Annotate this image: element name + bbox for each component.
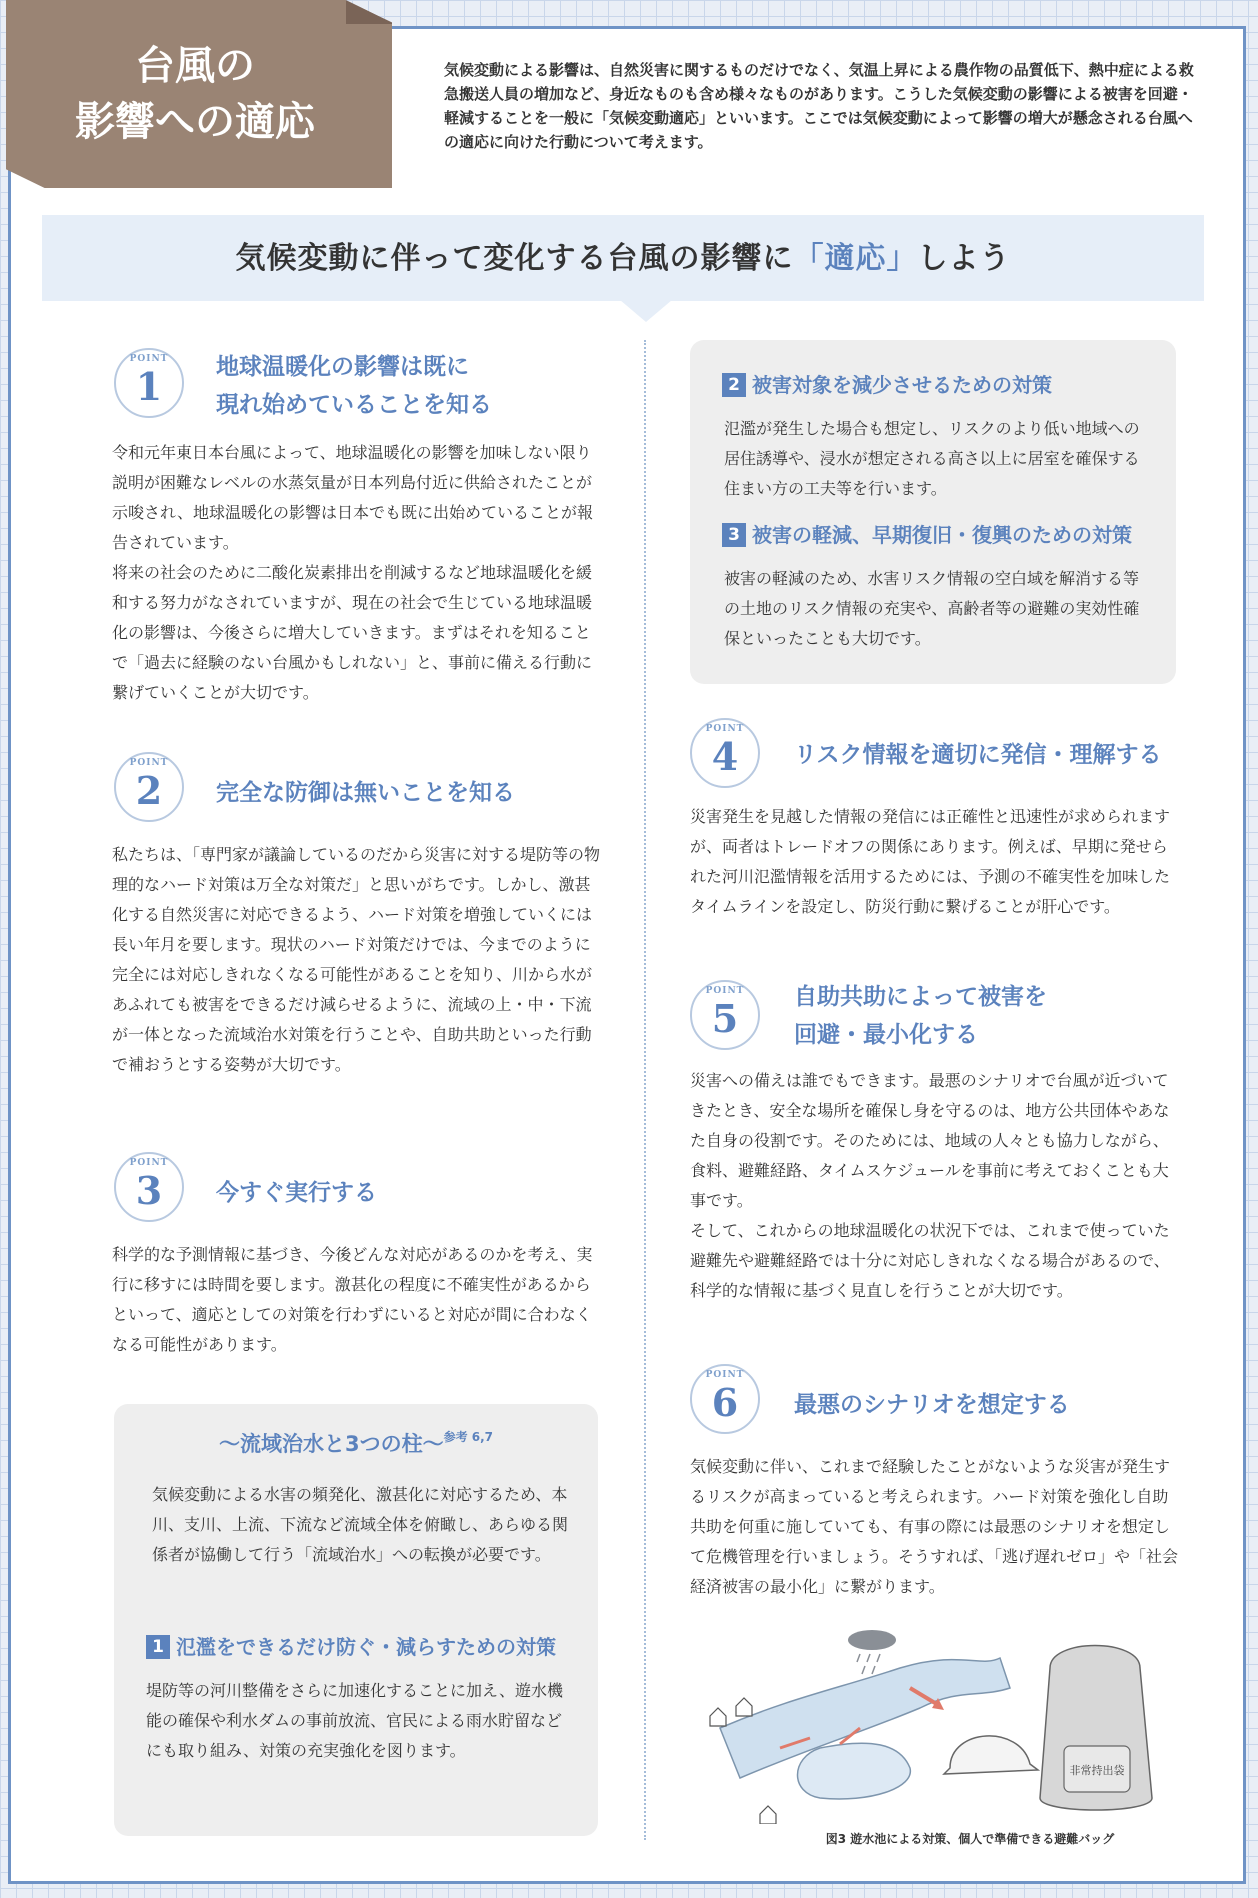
point-5-badge xyxy=(690,980,760,1050)
page-title-line2: 影響への適応 xyxy=(75,99,315,145)
point-6-number: 6 xyxy=(711,1380,739,1425)
pillar-3-title xyxy=(722,520,1132,550)
point-5-body-para1: 災害への備えは誰でもできます。最悪のシナリオで台風が近づいてきたとき、安全な場所を確保し身を守るのは、地方公共団体やあなた自身の役割です。そのためには、地域の人々とも協力しながら、食料、避難経路、タイムスケジュールを事前に考えておくことも大事です。 xyxy=(690,1071,1170,1210)
point-1-title-line1: 地球温暖化の影響は既に xyxy=(216,354,469,380)
pillar-2-title-text: 被害対象を減少させるための対策 xyxy=(752,373,1052,397)
pillar-3-number: 3 xyxy=(722,523,746,547)
point-6-badge xyxy=(690,1364,760,1434)
pillar-3-title-text: 被害の軽減、早期復旧・復興のための対策 xyxy=(752,523,1132,547)
point-badge-label: POINT xyxy=(705,1370,745,1380)
point-2-number: 2 xyxy=(135,768,163,813)
intro-text: 気候変動による影響は、自然災害に関するものだけでなく、気温上昇による農作物の品質低下、熱中症による救急搬送人員の増加など、身近なものも含め様々なものがあります。こうした気候変動の影響による被害を回避・軽減することを一般に「気候変動適応」といいます。ここでは気候変動によって影響の増大が懸念される台風への適応に向けた行動について考えます。 xyxy=(444,61,1194,151)
figure-caption: 図3 遊水池による対策、個人で準備できる避難バッグ xyxy=(825,1832,1115,1846)
point-1-body-para2: 将来の社会のために二酸化炭素排出を削減するなど地球温暖化を緩和する努力がなされていますが、現在の社会で生じている地球温暖化の影響は、今後さらに増大していきます。まずはそれを知ることで「過去に経験のない台風かもしれない」と、事前に備える行動に繋げていくことが大切です。 xyxy=(112,563,593,702)
point-4-number: 4 xyxy=(711,734,739,779)
point-6-body: 気候変動に伴い、これまで経験したことがないような災害が発生するリスクが高まっていると考えられます。ハード対策を強化し自助共助を何重に施していても、有事の際には最悪のシナリオを想定して危機管理を行いましょう。そうすれば、「逃げ遅れゼロ」や「社会経済被害の最小化」に繋がります。 xyxy=(690,1457,1179,1596)
point-3-body: 科学的な予測情報に基づき、今後どんな対応があるのかを考え、実行に移すには時間を要します。激甚化の程度に不確実性があるからといって、適応としての対策を行わずにいると対応が間に合わなくなる可能性があります。 xyxy=(112,1245,593,1354)
bag-label: 非常持出袋 xyxy=(1069,1764,1125,1777)
ryuiki-box-ref: 参考 6,7 xyxy=(443,1430,494,1444)
pillar-2-body: 氾濫が発生した場合も想定し、リスクのより低い地域への居住誘導や、浸水が想定される高さ以上に居室を確保する住まい方の工夫等を行います。 xyxy=(724,419,1140,498)
pillar-2-number: 2 xyxy=(722,373,746,397)
point-5-title-line2: 回避・最小化する xyxy=(794,1022,978,1048)
point-4-badge xyxy=(690,718,760,788)
page-title-line1: 台風の xyxy=(135,43,255,89)
pillar-1-number: 1 xyxy=(146,1635,170,1659)
banner-text-before: 気候変動に伴って変化する台風の影響に xyxy=(235,241,794,276)
helmet-icon xyxy=(944,1736,1038,1774)
point-3-badge xyxy=(114,1152,184,1222)
figure-illustration xyxy=(700,1628,1220,1824)
point-5-title xyxy=(794,978,1047,1054)
point-1-title xyxy=(216,348,492,424)
point-2-body: 私たちは、「専門家が議論しているのだから災害に対する堤防等の物理的なハード対策は万全な対策だ」と思いがちです。しかし、激甚化する自然災害に対応できるよう、ハード対策を増強していくには長い年月を要します。現状のハード対策だけでは、今までのように完全には対応しきれなくなる可能性があることを知り、川から水があふれても被害をできるだけ減らせるように、流域の上・中・下流が一体となった流域治水対策を行うことや、自助共助といった行動で補おうとする姿勢が大切です。 xyxy=(112,845,601,1074)
point-1-body xyxy=(112,438,602,708)
point-3-number: 3 xyxy=(135,1168,163,1213)
point-5-body-para2: そして、これからの地球温暖化の状況下では、これまで使っていた避難先や避難経路では十分に対応しきれなくなる場合があるので、科学的な情報に基づく見直しを行うことが大切です。 xyxy=(690,1221,1170,1300)
pillar-1-title-text: 氾濫をできるだけ防ぐ・減らすための対策 xyxy=(176,1635,556,1659)
point-4-title: リスク情報を適切に発信・理解する xyxy=(794,742,1162,768)
section-banner xyxy=(42,215,1204,301)
pillar-1-title xyxy=(146,1632,556,1662)
banner-heading xyxy=(42,233,1204,277)
point-1-title-line2: 現れ始めていることを知る xyxy=(216,392,492,418)
point-6-title: 最悪のシナリオを想定する xyxy=(794,1392,1070,1418)
point-badge-label: POINT xyxy=(705,724,745,734)
title-tab-fold xyxy=(346,0,392,24)
point-badge-label: POINT xyxy=(705,986,745,996)
rain-cloud-icon xyxy=(848,1630,896,1650)
point-1-number: 1 xyxy=(135,364,163,409)
point-1-badge xyxy=(114,348,184,418)
ryuiki-box xyxy=(114,1404,598,1836)
ryuiki-box-continued xyxy=(690,340,1176,684)
point-1-body-para1: 令和元年東日本台風によって、地球温暖化の影響を加味しない限り説明が困難なレベルの水蒸気量が日本列島付近に供給されたことが示唆され、地球温暖化の影響は日本でも既に出始めていることが報告されています。 xyxy=(112,443,593,552)
point-5-number: 5 xyxy=(711,996,739,1041)
pillar-2-title xyxy=(722,370,1052,400)
retention-basin xyxy=(798,1743,911,1799)
rain-icon xyxy=(857,1654,880,1674)
point-badge-label: POINT xyxy=(129,354,169,364)
point-2-title: 完全な防御は無いことを知る xyxy=(216,780,515,806)
point-4-body: 災害発生を見越した情報の発信には正確性と迅速性が求められますが、両者はトレードオフの関係にあります。例えば、早期に発せられた河川氾濫情報を活用するためには、予測の不確実性を加味したタイムラインを設定し、防災行動に繋げることが肝心です。 xyxy=(690,807,1171,916)
page-title xyxy=(30,38,360,150)
banner-notch xyxy=(620,300,672,322)
point-badge-label: POINT xyxy=(129,758,169,768)
ryuiki-box-title-text: ～流域治水と3つの柱～ xyxy=(218,1432,444,1456)
column-divider xyxy=(644,340,646,1840)
point-5-body xyxy=(690,1066,1180,1306)
banner-text-after: しよう xyxy=(917,241,1011,276)
ryuiki-box-intro: 気候変動による水害の頻発化、激甚化に対応するため、本川、支川、上流、下流など流域全体を俯瞰し、あらゆる関係者が協働して行う「流域治水」への転換が必要です。 xyxy=(152,1485,569,1564)
point-2-badge xyxy=(114,752,184,822)
point-3-title: 今すぐ実行する xyxy=(216,1180,377,1206)
ryuiki-box-title xyxy=(114,1428,598,1458)
point-badge-label: POINT xyxy=(129,1158,169,1168)
pillar-3-body: 被害の軽減のため、水害リスク情報の空白域を解消する等の土地のリスク情報の充実や、高齢者等の避難の実効性確保といったことも大切です。 xyxy=(724,569,1140,648)
banner-highlight: 「適応」 xyxy=(793,241,918,276)
pillar-1-body: 堤防等の河川整備をさらに加速化することに加え、遊水機能の確保や利水ダムの事前放流、官民による雨水貯留などにも取り組み、対策の充実強化を図ります。 xyxy=(146,1681,563,1760)
point-5-title-line1: 自助共助によって被害を xyxy=(794,984,1047,1010)
